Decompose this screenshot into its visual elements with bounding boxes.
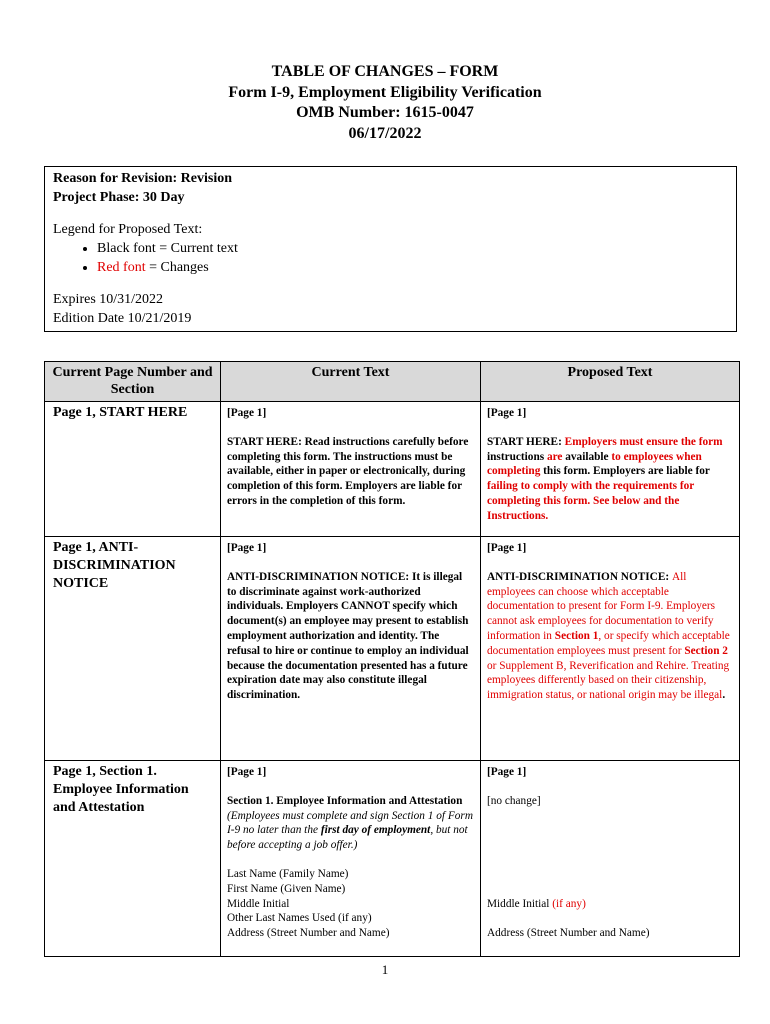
current-text-body: START HERE: Read instructions carefully before completing this form. The instructions must be available, either in paper or electronically, during completion of this form. Employers are liable for errors in the completion of this form. [227, 435, 469, 507]
proposed-page-label: [Page 1] [487, 542, 527, 554]
legend-black-item: • Black font = Current text [97, 239, 728, 258]
row-proposed-text [481, 537, 740, 761]
row-section: Page 1, START HERE [45, 402, 221, 537]
field-other-last-names: Other Last Names Used (if any) [227, 912, 372, 925]
table-row [45, 537, 740, 761]
row-current-text [221, 402, 481, 537]
title-line-3: OMB Number: 1615-0047 [296, 104, 474, 121]
project-phase: Project Phase: 30 Day [53, 190, 185, 205]
header-section: Current Page Number and Section [45, 362, 221, 402]
expiration-date: Expires 10/31/2022 [53, 292, 164, 307]
current-page-label: [Page 1] [227, 766, 267, 778]
current-page-label: [Page 1] [227, 542, 267, 554]
legend-red-label: Red font [97, 260, 146, 275]
row-proposed-text [481, 761, 740, 957]
document-title [0, 62, 770, 144]
title-line-2: Form I-9, Employment Eligibility Verification [228, 83, 542, 101]
revision-info-box [44, 166, 737, 332]
row-section: Page 1, Section 1. Employee Information and Attestation [45, 761, 221, 957]
table-header-row [45, 362, 740, 402]
field-last-name: Last Name (Family Name) [227, 867, 349, 880]
proposed-address: Address (Street Number and Name) [487, 927, 650, 940]
title-line-4: 06/17/2022 [348, 124, 422, 142]
legend-list [53, 239, 728, 277]
row-current-text [221, 537, 481, 761]
revision-reason: Reason for Revision: Revision [53, 171, 233, 186]
header-current-text: Current Text [221, 362, 481, 402]
no-change-note: [no change] [487, 794, 541, 807]
page-number: 1 [381, 962, 389, 977]
current-text-body: Section 1. Employee Information and Attestation (Employees must complete and sign Section 1 of Form I-9 no later than the first day of employment, but not before accepting a job offer.) [227, 794, 473, 852]
row-current-text [221, 761, 481, 957]
field-first-name: First Name (Given Name) [227, 882, 346, 895]
legend-red-rest: = Changes [145, 260, 209, 275]
field-address: Address (Street Number and Name) [227, 927, 390, 940]
proposed-text-body: START HERE: Employers must ensure the form instructions are available to employees when completing this form. Employers are liable for failing to comply with the requirements for completing this form. See below and the Instructions. [487, 435, 723, 522]
table-row [45, 761, 740, 957]
legend-red-item [97, 258, 728, 277]
header-proposed-text: Proposed Text [481, 362, 740, 402]
proposed-text-body: ANTI-DISCRIMINATION NOTICE: All employees can choose which acceptable documentation to present for Form I-9. Employers cannot ask employees for documentation to verify information in Section 1, or specify which acceptable documentation employees must present for Section 2 or Supplement B, Reverification and Rehire. Treating employees differently based on their citizenship, immigration status, or national origin may be illegal. [487, 570, 730, 702]
field-middle-initial: Middle Initial [227, 897, 290, 910]
current-page-label: [Page 1] [227, 407, 267, 419]
changes-table [44, 361, 740, 957]
proposed-middle-initial: Middle Initial (if any) [487, 897, 586, 910]
table-row [45, 402, 740, 537]
legend-title: Legend for Proposed Text: [53, 222, 203, 237]
title-line-1: TABLE OF CHANGES – FORM [271, 63, 499, 80]
row-section: Page 1, ANTI-DISCRIMINATION NOTICE [45, 537, 221, 761]
proposed-page-label: [Page 1] [487, 766, 527, 778]
edition-date: Edition Date 10/21/2019 [53, 311, 192, 326]
current-text-body: ANTI-DISCRIMINATION NOTICE: It is illegal to discriminate against work-authorized individuals. Employers CANNOT specify which document(s) an employee may present to establish employment authorization and identity. The refusal to hire or continue to employ an individual because the documentation presented has a future expiration date may also constitute illegal discrimination. [227, 570, 469, 702]
row-proposed-text [481, 402, 740, 537]
proposed-page-label: [Page 1] [487, 407, 527, 419]
